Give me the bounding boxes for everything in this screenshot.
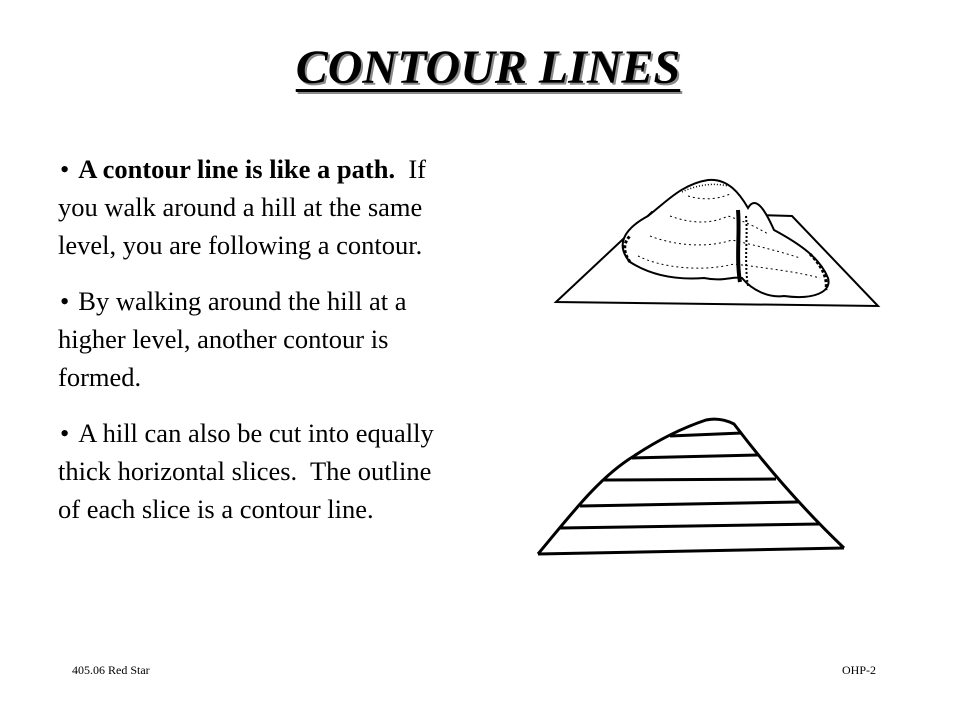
bullet-3-text: A hill can also be cut into equally thick horizontal slices. The outline of each slice is a contour line.: [58, 418, 441, 524]
sliced-hill-outline: [538, 419, 844, 554]
bullet-1-text: If you walk around a hill at the same level, you are following a contour.: [58, 154, 433, 260]
slice-line-4: [604, 479, 776, 480]
bullet-item-3: [58, 414, 441, 528]
slide-title: [0, 40, 960, 96]
bullet-item-1: [58, 150, 438, 264]
bullet-item-2: [58, 282, 438, 396]
slide-title-text: CONTOUR LINES: [295, 41, 681, 94]
slice-line-2: [560, 524, 820, 528]
slice-line-5: [632, 455, 758, 458]
slice-line-3: [580, 502, 798, 506]
footer-slide-number: OHP-2: [842, 663, 877, 677]
slice-line-6: [670, 433, 742, 436]
footer-course-code: 405.06 Red Star: [72, 663, 150, 677]
bullet-dot: •: [60, 154, 70, 184]
bullet-list: [58, 150, 441, 546]
slice-line-1: [538, 548, 844, 554]
hill-slices-illustration: [530, 412, 850, 560]
hill-contour-illustration: [552, 172, 882, 312]
hill-ridge-shading: [738, 210, 740, 282]
bullet-1-bold-text: A contour line is like a path.: [78, 154, 396, 184]
bullet-dot: •: [60, 286, 70, 316]
bullet-dot: •: [60, 418, 70, 448]
bullet-2-text: By walking around the hill at a higher level, another contour is formed.: [58, 286, 407, 392]
